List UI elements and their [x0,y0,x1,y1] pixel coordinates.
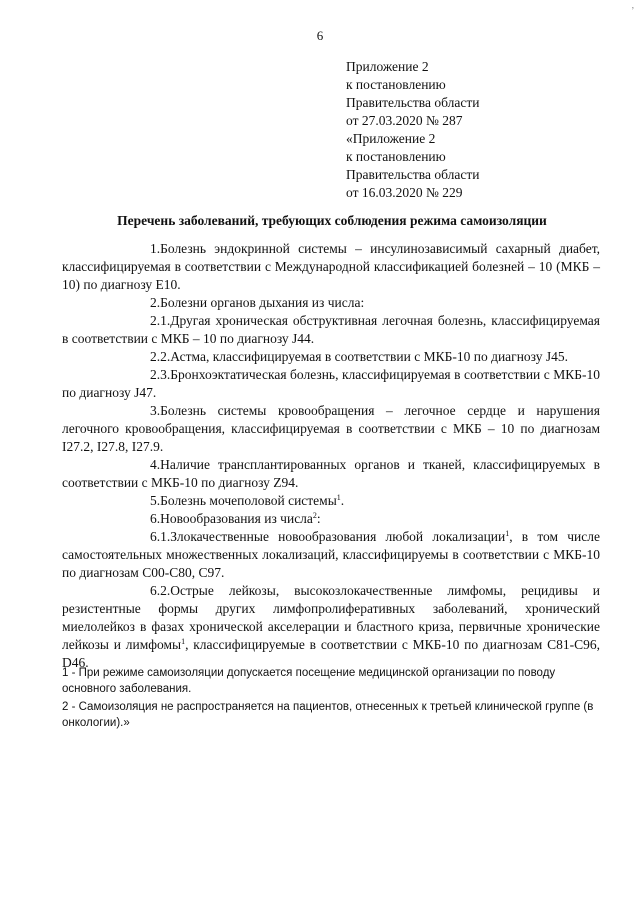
item-text: Новообразования из числа [160,511,313,526]
item-number: 6.1. [150,529,171,544]
item-text: Болезнь мочеполовой системы [160,493,337,508]
list-item [62,582,600,672]
item-text: Астма, классифицируемая в соответствии с МКБ-10 по диагнозу J45. [170,349,568,364]
disease-list [62,240,600,672]
appendix-block [346,58,479,202]
item-text: Болезнь системы кровообращения – легочное сердце и нарушения легочного кровообращения, классифицируемая в соответствии с МКБ – 10 по диагнозам I27.2, I27.8, I27.9. [62,403,600,454]
item-number: 4. [150,457,161,472]
list-item [62,312,600,348]
list-item [62,528,600,582]
item-text-tail: , в том числе самостоятельных множественных локализаций, классифицируемы в соответствии с МКБ-10 по диагнозам C00-C80, C97. [62,529,600,580]
footnote: 2 - Самоизоляция не распространяется на пациентов, отнесенных к третьей клинической группе (в онкологии).» [62,701,594,729]
item-text: Болезнь эндокринной системы – инсулинозависимый сахарный диабет, классифицируемая в соответствии с Международной классификацией болезней – 10 (МКБ – 10) по диагнозу E10. [62,241,600,292]
list-item [62,402,600,456]
item-number: 2.3. [150,367,171,382]
item-number: 6.2. [150,583,171,598]
item-text: Острые лейкозы, высокозлокачественные лимфомы, рецидивы и резистентные формы других лимфопролиферативных заболеваний, хронический миелолейкоз в фазах хронической акселерации и бластного криза, первичные хронические лейкозы и лимфомы [62,583,600,652]
list-item [62,294,600,312]
item-number: 2.2. [150,349,171,364]
item-text: Наличие трансплантированных органов и тканей, классифицируемых в соответствии с МКБ-10 по диагнозу Z94. [62,457,600,490]
item-number: 3. [150,403,161,418]
appendix-line: Правительства области [346,167,480,182]
footnotes [62,665,602,733]
appendix-line: «Приложение 2 [346,131,436,146]
footnote-ref: 2 [312,511,317,520]
list-item [62,348,600,366]
item-number: 5. [150,493,161,508]
item-text: Злокачественные новообразования любой локализации [170,529,506,544]
item-number: 2. [150,295,161,310]
list-item [62,456,600,492]
item-text: Другая хроническая обструктивная легочная болезнь, классифицируемая в соответствии с МКБ – 10 по диагнозу J44. [62,313,600,346]
corner-mark: , [631,0,634,10]
appendix-line: от 16.03.2020 № 229 [346,185,463,200]
footnote: 1 - При режиме самоизоляции допускается посещение медицинской организации по поводу основного заболевания. [62,667,556,695]
item-text-tail: : [316,511,321,526]
item-text: Болезни органов дыхания из числа: [160,295,365,310]
item-number: 2.1. [150,313,171,328]
list-item [62,240,600,294]
document-title: Перечень заболеваний, требующих соблюдения режима самоизоляции [117,213,547,228]
appendix-line: к постановлению [346,77,446,92]
item-text: Бронхоэктатическая болезнь, классифицируемая в соответствии с МКБ-10 по диагнозу J47. [62,367,600,400]
page-number: 6 [316,28,324,43]
item-text-tail: , классифицируемые в соответствии с МКБ-10 по диагнозам C81-C96, D46. [62,637,601,670]
list-item [62,492,600,510]
item-number: 1. [150,241,161,256]
item-number: 6. [150,511,161,526]
item-text-tail: . [340,493,345,508]
appendix-line: Приложение 2 [346,59,429,74]
appendix-line: от 27.03.2020 № 287 [346,113,463,128]
appendix-line: к постановлению [346,149,446,164]
list-item [62,366,600,402]
footnote-ref: 1 [505,529,510,538]
footnote-ref: 1 [336,493,341,502]
list-item [62,510,600,528]
footnote-ref: 1 [181,637,186,646]
appendix-line: Правительства области [346,95,480,110]
